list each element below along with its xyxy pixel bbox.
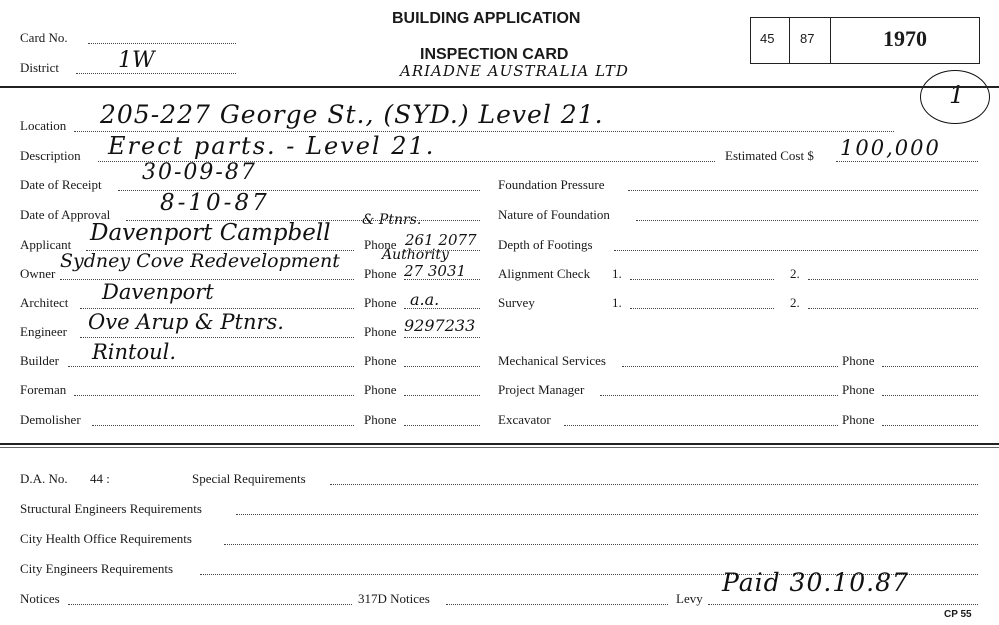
receipt-value: 30-09-87 bbox=[142, 160, 257, 185]
receipt-label: Date of Receipt bbox=[20, 177, 102, 192]
da-no-value: 44 : bbox=[90, 471, 110, 486]
demolisher-label: Demolisher bbox=[20, 412, 81, 427]
excavator-phone-dotted-line bbox=[882, 425, 978, 426]
levy-value: Paid 30.10.87 bbox=[722, 568, 909, 597]
circled-number-value: 1 bbox=[949, 81, 965, 109]
notices-317d-label: 317D Notices bbox=[358, 591, 430, 606]
builder-value: Rintoul. bbox=[92, 340, 177, 364]
description-value: Erect parts. - Level 21. bbox=[108, 132, 436, 160]
architect-value: Davenport bbox=[102, 280, 214, 304]
city-engineers-requirements-label: City Engineers Requirements bbox=[20, 561, 174, 576]
architect-phone-value: a.a. bbox=[410, 290, 440, 309]
estimated-cost-value: 100,000 bbox=[840, 136, 941, 160]
survey-2-label: 2. bbox=[790, 295, 800, 310]
alignment-check-2-label: 2. bbox=[790, 266, 800, 281]
alignment-check-label: Alignment Check bbox=[498, 266, 591, 281]
levy-dotted-line bbox=[708, 604, 978, 605]
excavator-dotted-line bbox=[564, 425, 838, 426]
applicant-phone-value: 261 2077 bbox=[405, 231, 477, 249]
builder-label: Builder bbox=[20, 353, 59, 368]
location-label: Location bbox=[20, 118, 67, 133]
demolisher-dotted-line bbox=[92, 425, 354, 426]
project-manager-dotted-line bbox=[600, 395, 838, 396]
card-no-dotted-line bbox=[88, 43, 236, 44]
special-requirements-dotted-line bbox=[330, 484, 978, 485]
form-title-line2: INSPECTION CARD bbox=[420, 46, 569, 63]
notices-label: Notices bbox=[20, 591, 60, 606]
da-no-label: D.A. No. bbox=[20, 471, 68, 486]
survey-2-dotted-line bbox=[808, 308, 978, 309]
builder-phone-label: Phone bbox=[364, 353, 397, 368]
engineer-phone-value: 9297233 bbox=[404, 316, 476, 335]
builder-phone-dotted-line bbox=[404, 366, 480, 367]
form-code: CP 55 bbox=[944, 609, 972, 620]
estimated-cost-dotted-line bbox=[836, 161, 978, 162]
header-rule bbox=[0, 86, 999, 88]
levy-label: Levy bbox=[676, 591, 703, 606]
foundation-pressure-label: Foundation Pressure bbox=[498, 177, 605, 192]
section-rule bbox=[0, 443, 999, 445]
owner-extra: Authority bbox=[382, 247, 449, 263]
approval-label: Date of Approval bbox=[20, 207, 111, 222]
project-manager-label: Project Manager bbox=[498, 382, 585, 397]
alignment-check-1-label: 1. bbox=[612, 266, 622, 281]
owner-value: Sydney Cove Redevelopment bbox=[60, 250, 340, 272]
card-box-3-value: 1970 bbox=[883, 26, 927, 51]
architect-dotted-line bbox=[80, 308, 354, 309]
mechanical-services-label: Mechanical Services bbox=[498, 353, 606, 368]
form-title-line1: BUILDING APPLICATION bbox=[392, 10, 581, 27]
card-box-3 bbox=[830, 17, 980, 64]
applicant-label: Applicant bbox=[20, 237, 72, 252]
engineer-phone-label: Phone bbox=[364, 324, 397, 339]
card-no-label: Card No. bbox=[20, 30, 68, 45]
excavator-phone-label: Phone bbox=[842, 412, 875, 427]
engineer-dotted-line bbox=[80, 337, 354, 338]
title-annotation: ARIADNE AUSTRALIA LTD bbox=[400, 62, 629, 80]
structural-requirements-label: Structural Engineers Requirements bbox=[20, 501, 202, 516]
district-dotted-line bbox=[76, 73, 236, 74]
mechanical-services-dotted-line bbox=[622, 366, 838, 367]
structural-requirements-dotted-line bbox=[236, 514, 978, 515]
card-box-1-value: 45 bbox=[760, 31, 775, 46]
survey-1-label: 1. bbox=[612, 295, 622, 310]
foreman-dotted-line bbox=[74, 395, 354, 396]
notices-317d-dotted-line bbox=[446, 604, 668, 605]
applicant-value: Davenport Campbell bbox=[90, 220, 331, 246]
architect-label: Architect bbox=[20, 295, 69, 310]
engineer-value: Ove Arup & Ptnrs. bbox=[88, 310, 284, 334]
foundation-pressure-dotted-line bbox=[628, 190, 978, 191]
applicant-extra: & Ptnrs. bbox=[362, 212, 422, 228]
description-label: Description bbox=[20, 148, 81, 163]
foreman-label: Foreman bbox=[20, 382, 67, 397]
nature-foundation-dotted-line bbox=[636, 220, 978, 221]
nature-foundation-label: Nature of Foundation bbox=[498, 207, 610, 222]
excavator-label: Excavator bbox=[498, 412, 551, 427]
demolisher-phone-dotted-line bbox=[404, 425, 480, 426]
depth-footings-dotted-line bbox=[614, 250, 978, 251]
mechanical-phone-dotted-line bbox=[882, 366, 978, 367]
engineer-label: Engineer bbox=[20, 324, 67, 339]
notices-dotted-line bbox=[68, 604, 352, 605]
estimated-cost-label: Estimated Cost $ bbox=[725, 148, 814, 163]
project-manager-phone-label: Phone bbox=[842, 382, 875, 397]
demolisher-phone-label: Phone bbox=[364, 412, 397, 427]
alignment-check-2-dotted-line bbox=[808, 279, 978, 280]
mechanical-phone-label: Phone bbox=[842, 353, 875, 368]
architect-phone-label: Phone bbox=[364, 295, 397, 310]
owner-label: Owner bbox=[20, 266, 56, 281]
survey-1-dotted-line bbox=[630, 308, 774, 309]
card-box-2 bbox=[789, 17, 831, 64]
location-value: 205-227 George St., (SYD.) Level 21. bbox=[100, 100, 604, 129]
card-box-2-value: 87 bbox=[800, 31, 815, 46]
builder-dotted-line bbox=[68, 366, 354, 367]
project-manager-phone-dotted-line bbox=[882, 395, 978, 396]
engineer-phone-dotted-line bbox=[404, 337, 480, 338]
alignment-check-1-dotted-line bbox=[630, 279, 774, 280]
applicant-phone-label: Phone bbox=[364, 237, 397, 252]
owner-phone-value: 27 3031 bbox=[404, 262, 467, 280]
district-value: 1W bbox=[118, 48, 155, 73]
depth-footings-label: Depth of Footings bbox=[498, 237, 593, 252]
foreman-phone-label: Phone bbox=[364, 382, 397, 397]
owner-phone-label: Phone bbox=[364, 266, 397, 281]
section-rule-thin bbox=[0, 447, 999, 448]
health-requirements-dotted-line bbox=[224, 544, 978, 545]
special-requirements-label: Special Requirements bbox=[192, 471, 306, 486]
foreman-phone-dotted-line bbox=[404, 395, 480, 396]
health-requirements-label: City Health Office Requirements bbox=[20, 531, 192, 546]
card-box-1 bbox=[750, 17, 790, 64]
approval-value: 8-10-87 bbox=[160, 190, 270, 216]
district-label: District bbox=[20, 60, 59, 75]
survey-label: Survey bbox=[498, 295, 535, 310]
circled-number bbox=[920, 70, 990, 124]
